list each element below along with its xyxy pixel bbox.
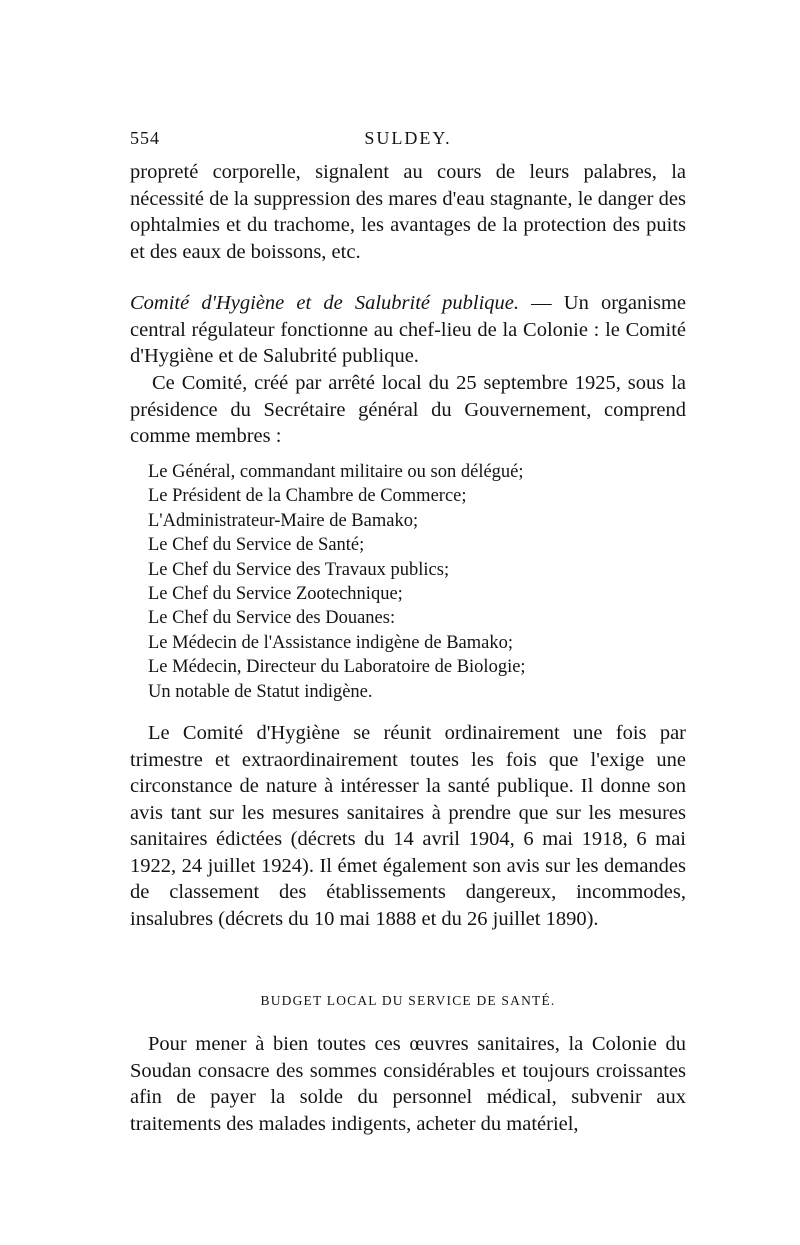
member-item: Le Général, commandant militaire ou son délégué; <box>148 462 524 482</box>
member-item: Le Médecin, Directeur du Laboratoire de Biologie; <box>148 657 526 678</box>
running-head: SULDEY. <box>364 128 452 148</box>
comite-heading: Comité d'Hygiène et de Salubrité publique. <box>130 292 520 314</box>
paragraph-budget: Pour mener à bien toutes ces œuvres sanitaires, la Colonie du Soudan consacre des sommes considérables et toujours croissantes afin de payer la solde du personnel médical, subvenir aux traitements des malades indigents, acheter du matériel, <box>130 1033 686 1135</box>
paragraph-comite-creation: Ce Comité, créé par arrêté local du 25 septembre 1925, sous la présidence du Secrétaire général du Gouvernement, comprend comme membres : <box>130 372 686 447</box>
member-item: Un notable de Statut indigène. <box>148 681 373 702</box>
member-item: Le Chef du Service des Douanes: <box>148 608 396 629</box>
member-item: Le Chef du Service de Santé; <box>148 535 365 556</box>
member-item: Le Président de la Chambre de Commerce; <box>148 486 467 507</box>
member-item: L'Administrateur-Maire de Bamako; <box>148 510 419 531</box>
paragraph-comite-intro <box>130 290 686 370</box>
member-item: Le Médecin de l'Assistance indigène de Bamako; <box>148 632 513 653</box>
members-list <box>148 460 686 704</box>
member-item: Le Chef du Service Zootechnique; <box>148 584 403 605</box>
paragraph-comite-functions: Le Comité d'Hygiène se réunit ordinairement une fois par trimestre et extraordinairement toutes les fois que l'exige une circonstance de nature à intéresser la santé publique. Il donne son avis tant sur les mesures sanitaires à prendre que sur les mesures sanitaires édictées (décrets du 14 avril 1904, 6 mai 1918, 6 mai 1922, 24 juillet 1924). Il émet également son avis sur les demandes de classement des établissements dangereux, incommodes, insalubres (décrets du 10 mai 1888 et du 26 juillet 1890). <box>130 722 686 930</box>
member-item: Le Chef du Service des Travaux publics; <box>148 559 450 580</box>
page-header <box>130 128 686 152</box>
page-number: 554 <box>130 128 160 148</box>
comite-text: — Un organisme central régulateur fonctionne au chef-lieu de la Colonie : le Comité d'Hygiène et de Salubrité publique. <box>130 292 687 367</box>
section-title-budget: BUDGET LOCAL DU SERVICE DE SANTÉ. <box>260 993 556 1008</box>
paragraph-hygiene-education: propreté corporelle, signalent au cours de leurs palabres, la nécessité de la suppression des mares d'eau stagnante, le danger des ophtalmies et du trachome, les avantages de la protection des puits et des eaux de boissons, etc. <box>130 161 686 263</box>
